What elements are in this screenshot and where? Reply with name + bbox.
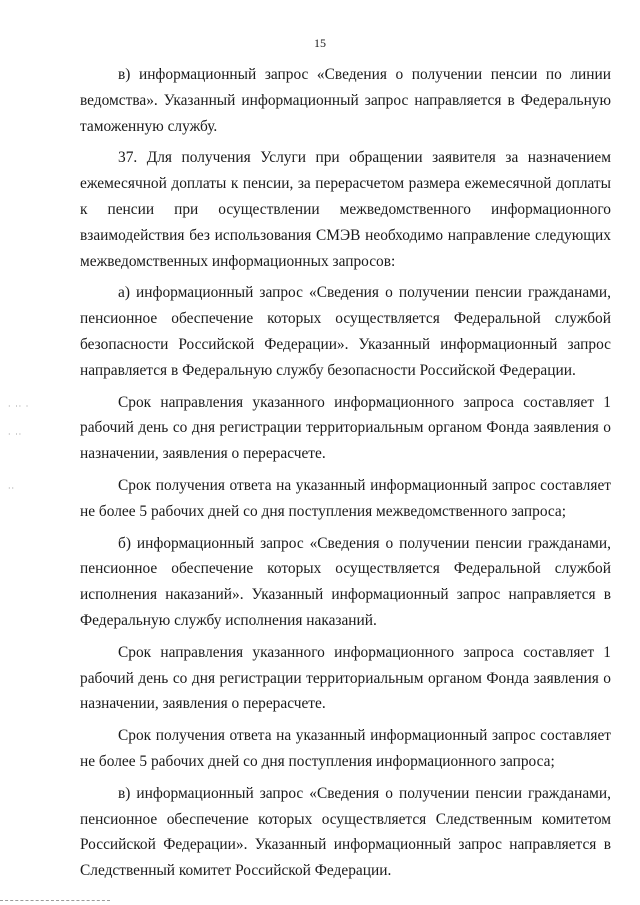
paragraph-fsin-request: б) информационный запрос «Сведения о получении пенсии гражданами, пенсионное обеспечение которых осуществляется Федеральной службой исполнения наказаний». Указанный информационный запрос направляется в Федеральную службу исполнения наказаний. [80,534,611,629]
scan-bottom-edge [0,900,110,901]
paragraph-fsb-response-term: Срок получения ответа на указанный информационный запрос составляет не более 5 рабочих дней со дня поступления межведомственного запроса; [80,476,611,520]
paragraph-investigative-committee-request: в) информационный запрос «Сведения о получении пенсии гражданами, пенсионное обеспечение которых осуществляется Следственным комитетом Российской Федерации». Указанный информационный запрос направляется в Следственный комитет Российской Федерации. [80,784,611,880]
page-number: 15 [314,36,326,50]
paragraph-fsb-send-term: Срок направления указанного информационного запроса составляет 1 рабочий день со дня регистрации территориальным органом Фонда заявления о назначении, заявления о перерасчете. [80,393,611,463]
document-body [80,62,611,884]
paragraph-fsin-send-term: Срок направления указанного информационного запроса составляет 1 рабочий день со дня регистрации территориальным органом Фонда заявления о назначении, заявления о перерасчете. [80,643,611,713]
paragraph-fsb-request: а) информационный запрос «Сведения о получении пенсии гражданами, пенсионное обеспечение которых осуществляется Федеральной службой безопасности Российской Федерации». Указанный информационный запрос направляется в Федеральную службу безопасности Российской Федерации. [80,284,611,379]
scan-margin-mark: · ·· · [8,402,30,411]
scan-margin-mark: ·· [8,484,16,493]
paragraph-item-37: 37. Для получения Услуги при обращении заявителя за назначением ежемесячной доплаты к пенсии, за перерасчетом размера ежемесячной доплаты к пенсии при осуществлении межведомственного информационного взаимодействия без использования СМЭВ необходимо направление следующих межведомственных информационных запросов: [80,149,611,270]
scan-margin-mark: · ·· [8,430,23,439]
paragraph-fsin-response-term: Срок получения ответа на указанный информационный запрос составляет не более 5 рабочих дней со дня поступления информационного запроса; [80,727,611,770]
paragraph-customs: в) информационный запрос «Сведения о получении пенсии по линии ведомства». Указанный информационный запрос направляется в Федеральную таможенную службу. [80,66,611,135]
